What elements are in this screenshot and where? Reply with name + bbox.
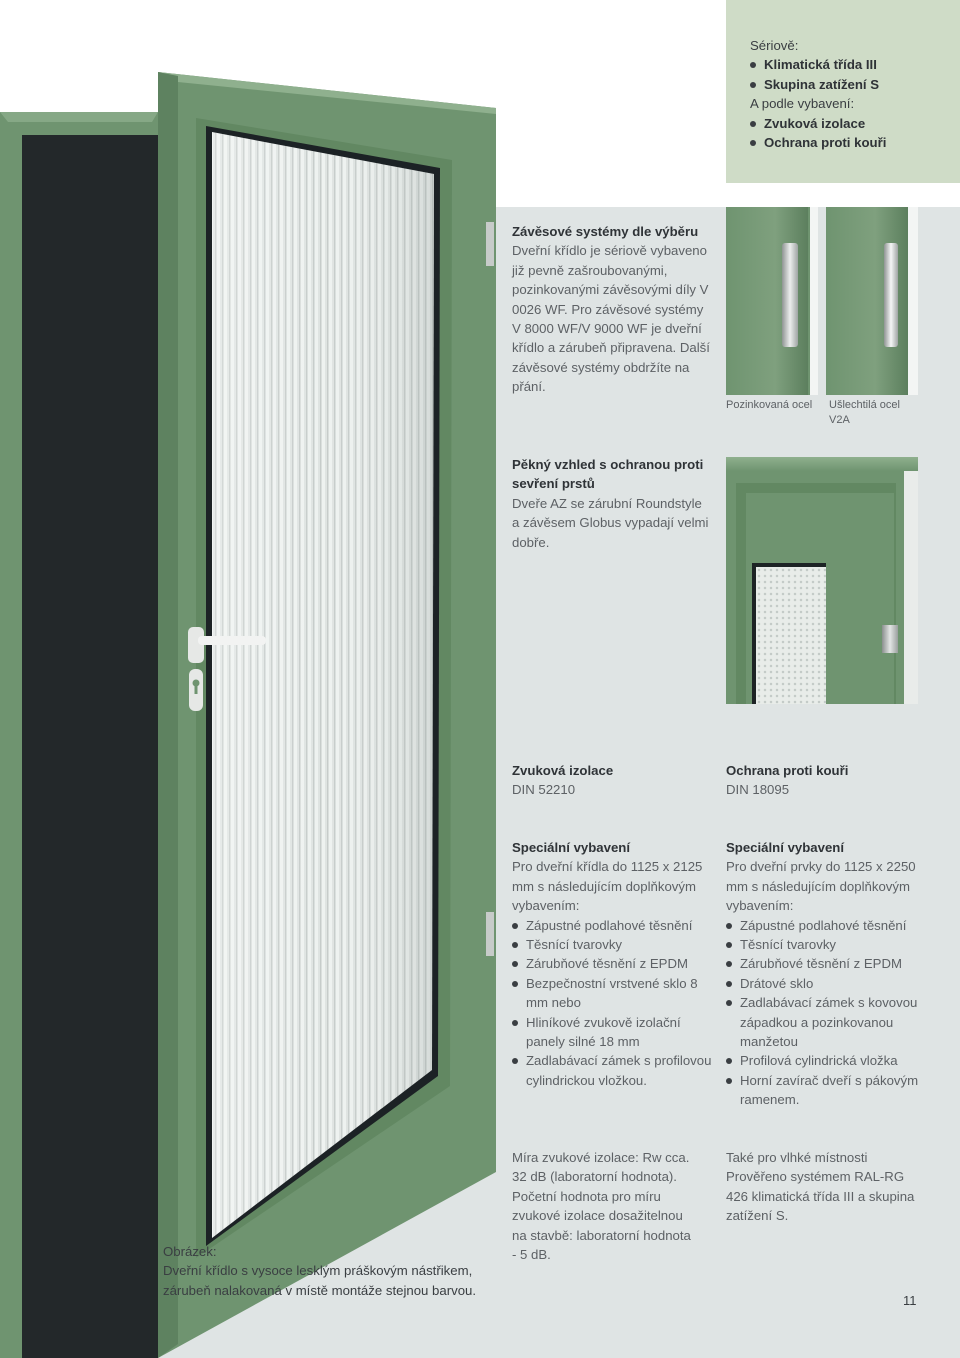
list-item: Zápustné podlahové těsnění bbox=[726, 916, 926, 935]
page-number: 11 bbox=[903, 1293, 917, 1308]
figure-caption bbox=[163, 1242, 503, 1300]
caption-galvanized: Pozinkovaná ocel bbox=[726, 399, 813, 411]
finger-title: Pěkný vzhled s ochranou proti sevření prstů bbox=[512, 457, 704, 492]
caption-stainless: Ušlechtilá ocel V2A bbox=[829, 399, 900, 426]
series-bold-list bbox=[750, 55, 950, 94]
series-features bbox=[750, 36, 950, 152]
list-item: Zápustné podlahové těsnění bbox=[512, 916, 712, 935]
hinges-title: Závěsové systémy dle výběru bbox=[512, 224, 699, 239]
smoke-note: Také pro vlhké místnosti Prověřeno systémem RAL-RG 426 klimatická třída III a skupina zatížení S. bbox=[726, 1150, 915, 1224]
sound-note: Míra zvukové izolace: Rw cca. 32 dB (laboratorní hodnota). Početní hodnota pro míru zvukové izolace dosažitelnou na stavbě: laboratorní hodnota - 5 dB. bbox=[512, 1150, 691, 1263]
hinges-text: Dveřní křídlo je sériově vybaveno již pevně zašroubovanými, pozinkovanými závěsovými díly V 0026 WF. Pro závěsové systémy V 8000 WF/V 9000 WF je dveřní křídlo a zárubeň připravena. Další závěsové systémy obdržíte na přání. bbox=[512, 243, 710, 395]
figure-text: Dveřní křídlo s vysoce lesklým práškovým nástřikem, zárubeň nalakovaná v místě montáže stejnou barvou. bbox=[163, 1263, 477, 1298]
roundstyle-frame-photo bbox=[726, 457, 918, 704]
sound-special-title: Speciální vybavení bbox=[512, 840, 631, 855]
sound-special-section bbox=[512, 838, 712, 1090]
sound-special-text: Pro dveřní křídla do 1125 x 2125 mm s následujícím doplňkovým vybavením: bbox=[512, 859, 703, 914]
list-item: Zadlabávací zámek s profilovou cylindrickou vložkou. bbox=[512, 1051, 712, 1090]
hinge-photo-galvanized bbox=[726, 207, 818, 395]
smoke-title: Ochrana proti kouři bbox=[726, 763, 849, 778]
list-item: Klimatická třída III bbox=[750, 55, 950, 74]
list-item: Těsnící tvarovky bbox=[512, 935, 712, 954]
series-label: Sériově: bbox=[750, 38, 799, 53]
finger-protection-section bbox=[512, 455, 712, 552]
finger-text: Dveře AZ se zárubní Roundstyle a závěsem Globus vypadají velmi dobře. bbox=[512, 495, 709, 550]
list-item: Profilová cylindrická vložka bbox=[726, 1051, 926, 1070]
equipment-list bbox=[750, 114, 950, 153]
list-item: Skupina zatížení S bbox=[750, 75, 950, 94]
smoke-equipment-list bbox=[726, 916, 926, 1110]
sound-norm: DIN 52210 bbox=[512, 782, 576, 798]
list-item: Horní zavírač dveří s pákovým ramenem. bbox=[726, 1071, 926, 1110]
list-item: Drátové sklo bbox=[726, 974, 926, 993]
equipment-label: A podle vybavení: bbox=[750, 96, 855, 112]
list-item: Ochrana proti kouři bbox=[750, 133, 950, 152]
list-item: Bezpečnostní vrstvené sklo 8 mm nebo bbox=[512, 974, 712, 1013]
list-item: Hliníkové zvukově izolační panely silné 18 mm bbox=[512, 1013, 712, 1052]
figure-label: Obrázek: bbox=[163, 1244, 217, 1259]
sound-equipment-list bbox=[512, 916, 712, 1091]
list-item: Zadlabávací zámek s kovovou západkou a pozinkovanou manžetou bbox=[726, 993, 926, 1051]
list-item: Zárubňové těsnění z EPDM bbox=[726, 954, 926, 973]
smoke-special-text: Pro dveřní prvky do 1125 x 2250 mm s následujícím doplňkovým vybavením: bbox=[726, 859, 916, 914]
hinge-photo-stainless bbox=[826, 207, 918, 395]
smoke-norm: DIN 18095 bbox=[726, 782, 790, 798]
smoke-protection-section bbox=[726, 761, 946, 800]
smoke-special-section bbox=[726, 838, 926, 1110]
list-item: Zárubňové těsnění z EPDM bbox=[512, 954, 712, 973]
sound-insulation-section bbox=[512, 761, 722, 800]
list-item: Zvuková izolace bbox=[750, 114, 950, 133]
hinges-section bbox=[512, 222, 712, 397]
sound-title: Zvuková izolace bbox=[512, 763, 614, 778]
smoke-special-title: Speciální vybavení bbox=[726, 840, 845, 855]
list-item: Těsnící tvarovky bbox=[726, 935, 926, 954]
